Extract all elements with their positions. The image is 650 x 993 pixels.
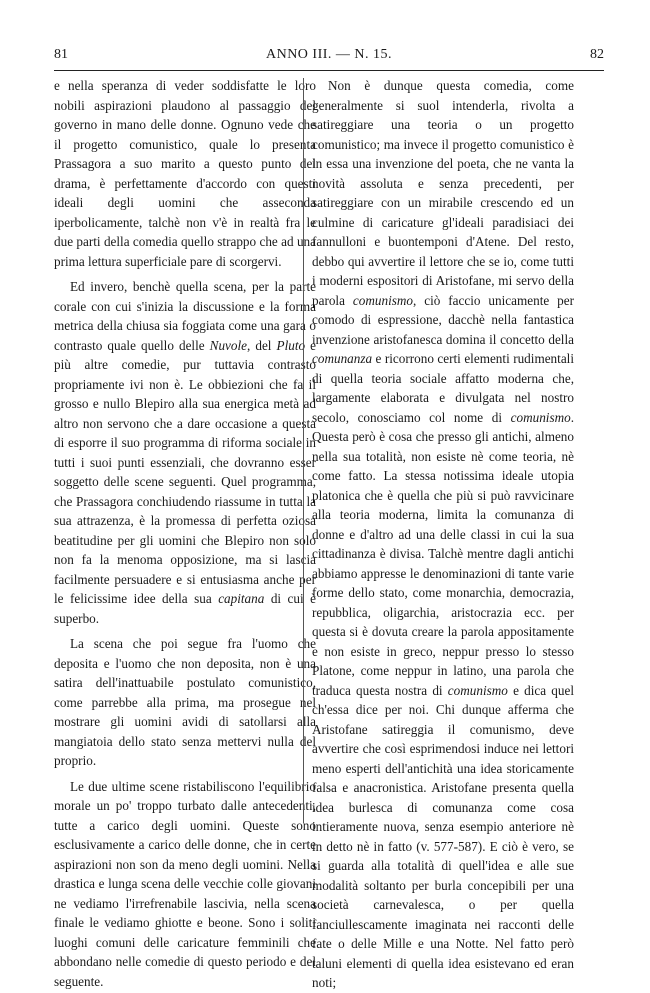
running-header [54, 44, 604, 66]
left-paragraph-1: e nella speranza di veder soddisfatte le loro nobili aspirazioni plaudono al passaggio del governo in mano delle donne. Ognuno vede che il progetto comunistico, quale lo presenta Prassagora a suo marito a questo punto del drama, è perfettamente d'accordo con questi ideali degli uomini che asseconda iperbolicamente, talchè non v'è in realtà fra le due parti della comedia quello strappo che ad una prima lettura superficiale pare di scorgervi. [54, 78, 316, 269]
right-p1-comunanza: comunanza [312, 351, 373, 366]
left-p2-capitana: capitana [218, 591, 265, 606]
left-p2-text-c: e più altre comedie, pur tuttavia contrasto propriamente ivi non è. Le obbiezioni che fa il grosso e nullo Blepiro alla sua energica metà ad altro non servono che a dare occasione a questa di esporre il suo programma di riforma sociale in tutti i suoi punti essenziali, che dovranno esser soggetto delle scene seguenti. Quel programma, che Prassagora conchiudendo riassume in tutta la sua attrazenza, è la promessa di perfetta oziosa beatitudine per gli uomini che Blepiro non solo non fa la menoma opposizione, ma si lascia facilmente persuadere e si entusiasma anche per le felicissime idee della sua [54, 337, 316, 606]
right-p1-text-c: e ricorrono certi elementi rudimentali di quella teoria sociale affatto moderna che, largamente elaborata e divulgata nel nostro secolo, conosciamo col nome di [312, 351, 574, 425]
right-p1-text-d: . Questa però è cosa che presso gli antichi, almeno nella sua totalità, non esiste nè come teoria, nè come fatto. La stessa notissima ideale utopia platonica che è quella che più si può ravvicinare alla teoria moderna, limita la comunanza di donne e d'altro ad una delle classi in cui la sua cittadinanza è divisa. Talchè mentre dagli antichi abbiamo appresse le denominazioni di tante varie forme dello stato, come monarchia, democrazia, repubblica, oligarchia, aristocrazia ecc. per questa si è dovuta creare la parola appositamente e non esiste in greco, neppur presso lo stesso Platone, come neppur in latino, una parola che traduca questa nostra di [312, 409, 574, 698]
left-p2-text-a: Ed invero, benchè quella scena, per la parte corale con cui s'inizia la discussione e la forma metrica della chiusa sia foggiata come una gara o contrasto quale quello delle [54, 279, 316, 353]
right-column [312, 76, 574, 993]
right-p1-text-b: , ciò faccio unicamente per comodo di espressione, dacchè nella fantastica invenzione aristofanesca domina il concetto della [312, 292, 574, 347]
right-p1-text-a: Non è dunque questa comedia, come generalmente si suol intenderla, rivolta a satireggiare una teoria o un progetto comunistico; ma invece il progetto comunistico è in essa una invenzione del poeta, che ne vanta la novità assoluta e senza precedenti, per satireggiare con un mirabile crescendo ed un culmine di caricature gl'ideali paradisiaci dei fannulloni e buontemponi d'Atene. Del resto, debbo qui avvertire il lettore che se io, come tutti i moderni espositori di Aristofane, mi servo della parola [312, 78, 574, 308]
left-paragraph-2 [54, 277, 316, 628]
left-p2-nuvole: Nuvole [209, 337, 248, 353]
right-p1-comunismo-2: comunismo [510, 409, 571, 425]
left-p2-text-b: , del [247, 337, 277, 353]
running-title: ANNO III. — N. 15. [265, 47, 393, 62]
left-paragraph-4: Le due ultime scene ristabiliscono l'equilibrio morale un po' troppo turbato dalle antecedenti, tutte a carico degli uomini. Queste sono esclusivamente a carico delle donne, che in certe aspirazioni non son da meno degli uomini. Nella drastica e lunga scena delle vecchie colle giovani ne vediamo l'irrefrenabile lascivia, nella scena finale le vediamo ghiotte e beone. Sono i soliti luoghi comuni delle caricature femminili che abbondano nelle comedie di questo periodo e del seguente. [54, 778, 316, 989]
right-p1-text-e: e dica quel ch'essa dice per noi. Chi dunque afferma che Aristofane satireggia il comunismo, deve avvertire che così esprimendosi induce nei lettori meno esperti dell'antichità una idea storicamente falsa e anacronistica. Aristofane presenta quella idea burlesca di comunanza come cosa intieramente nuova, senza esempio anteriore nè in detto nè in fatto (v. 577-587). E ciò è vero, se si guarda alla totalità di quell'idea e alle sue modalità soltanto per burla concepibili per una società carnevalesca, o per quella fanciullescamente imaginata nei racconti delle fate o delle Mille e una Notte. Nel fatto però taluni elementi di quella idea esistevano ed eran noti; [312, 682, 574, 990]
column-divider [303, 78, 304, 823]
left-p2-pluto: Pluto [276, 337, 306, 353]
left-paragraph-3: La scena che poi segue fra l'uomo che deposita e l'uomo che non deposita, non è una satira dell'inattuabile postulato comunistico, come parrebbe alla prima, ma prosegue nel mostrare gli uomini avidi di satollarsi alla mangiatoia dello stato senza mettervi nulla del proprio. [54, 636, 316, 768]
right-p1-comunismo: comunismo [352, 292, 413, 308]
left-column [54, 76, 316, 991]
header-rule [54, 70, 604, 71]
right-p1-comunismo-3: comunismo [447, 682, 508, 698]
left-p2-text-d: di cui è superbo. [54, 591, 316, 626]
page-number-left: 81 [54, 47, 68, 62]
page-number-right: 82 [589, 47, 604, 62]
right-paragraph-1 [312, 76, 574, 993]
